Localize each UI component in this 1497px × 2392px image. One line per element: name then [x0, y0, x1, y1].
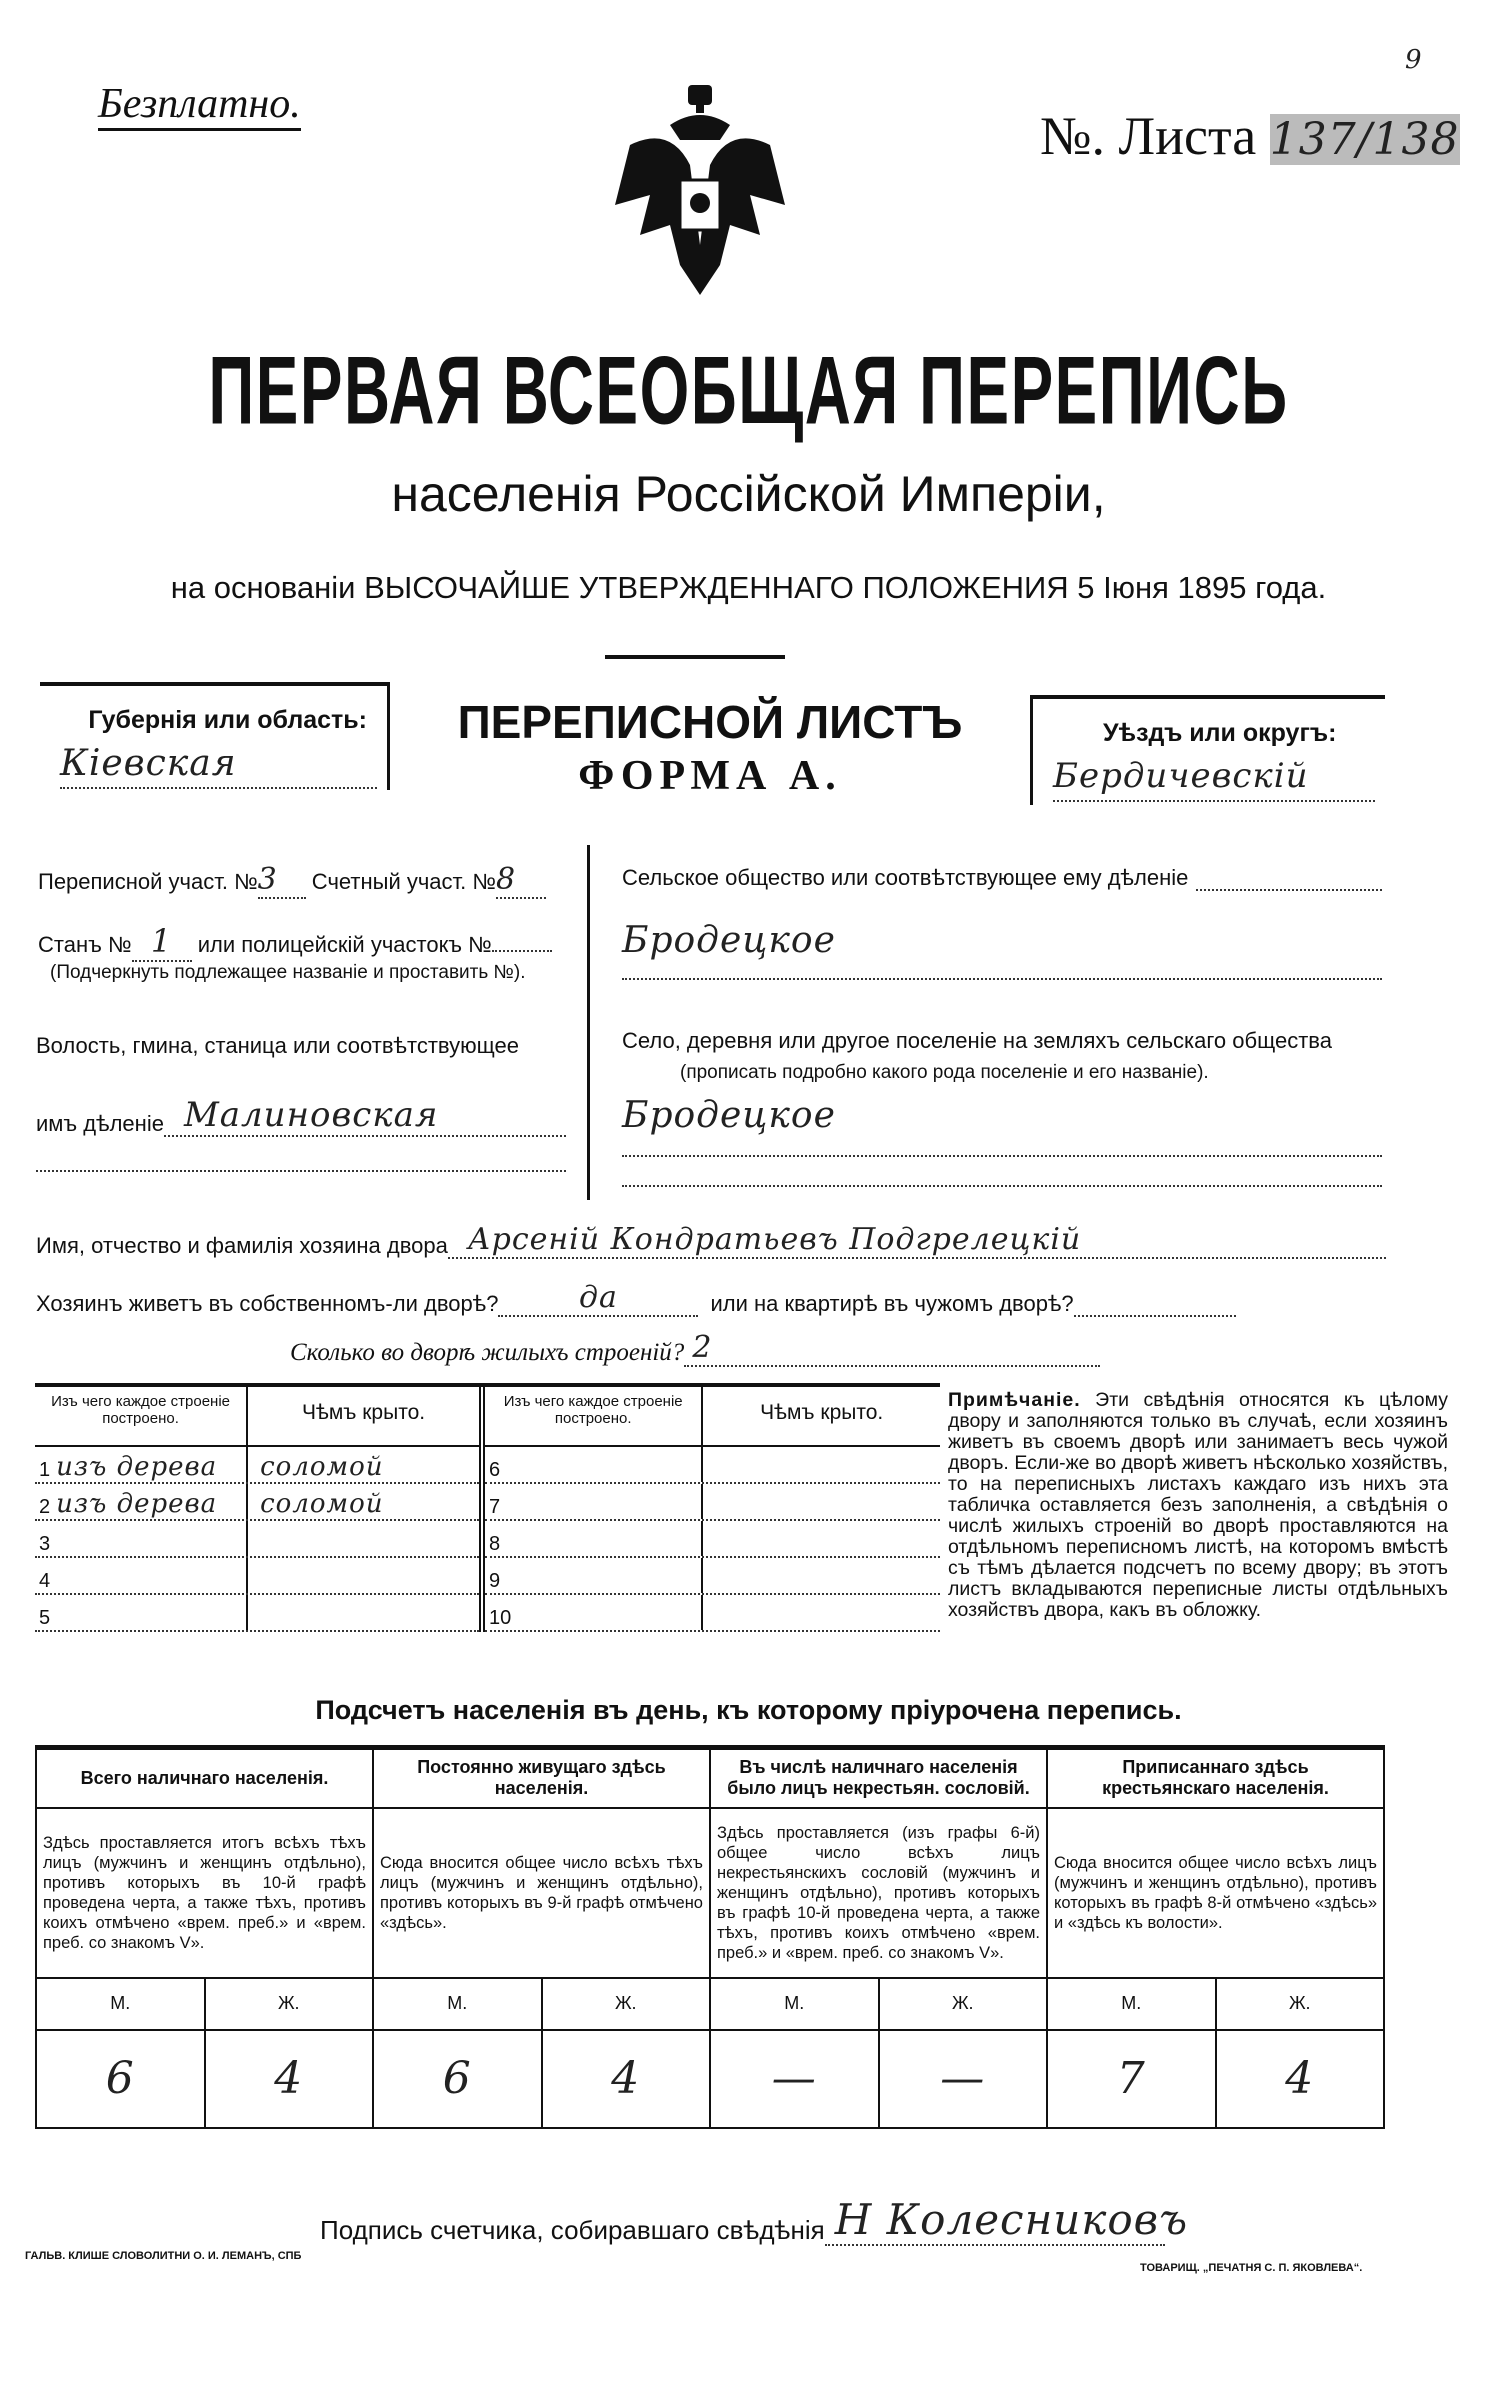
tally-col-description: Здѣсь проставляется итогъ всѣхъ тѣхъ лицъ (мужчинъ и женщинъ отдѣльно), противъ которыхъ въ 10-й графѣ проведена черта, а также тѣхъ, противъ коихъ отмѣчено «врем. преб.» и «врем. преб. со знакомъ V». [36, 1808, 373, 1978]
row-number: 1 [39, 1459, 51, 1481]
own-yard-label: Хозяинъ живетъ въ собственномъ-ли дворѣ? [36, 1291, 499, 1316]
imperial-eagle-emblem [610, 85, 790, 300]
gubernia-box [40, 682, 390, 790]
buildings-count-value: 2 [684, 1330, 1100, 1367]
female-count: — [879, 2030, 1048, 2128]
form-subtitle: ФОРМА А. [578, 753, 842, 799]
material-cell [485, 1521, 703, 1556]
village-note: (прописать подробно какого рода поселеніе и его названіе). [680, 1062, 1209, 1083]
rented-label: или на квартирѣ въ чужомъ дворѣ? [710, 1291, 1074, 1316]
row-number: 7 [489, 1496, 501, 1518]
own-yard-value: да [498, 1280, 698, 1317]
society-value: Бродецкое [622, 920, 1382, 980]
female-header: Ж. [1216, 1978, 1385, 2030]
building-row [485, 1595, 940, 1632]
gubernia-label: Губернія или область: [88, 706, 367, 734]
row-number: 5 [39, 1607, 51, 1629]
village-label: Село, деревня или другое поселеніе на земляхъ сельскаго общества [622, 1028, 1332, 1053]
main-title: ПЕРВАЯ ВСЕОБЩАЯ ПЕРЕПИСЬ [208, 336, 1289, 445]
male-count: — [710, 2030, 879, 2128]
volost-label: Волость, гмина, станица или соотвѣтствующее [36, 1033, 519, 1058]
count-district-value: 8 [496, 862, 546, 899]
male-count: 6 [373, 2030, 542, 2128]
stan-label: Станъ № [38, 932, 132, 957]
uezd-value: Бердичевскій [1053, 756, 1375, 802]
row-number: 9 [489, 1570, 501, 1592]
tally-col-description: Здѣсь проставляется (изъ графы 6-й) общее число всѣхъ лицъ некрестьянскихъ сословій (мужчинъ и женщинъ отдѣльно), противъ которыхъ въ графѣ 10-й проведена черта, а также тѣхъ, противъ коихъ отмѣчено «врем. преб.» и «врем. преб. со знакомъ V». [710, 1808, 1047, 1978]
female-header: Ж. [205, 1978, 374, 2030]
tally-col-header: Въ числѣ наличнаго населенія было лицъ некрестьян. сословій. [710, 1748, 1047, 1808]
stan-note: (Подчеркнуть подлежащее названіе и проставить №). [50, 962, 526, 983]
building-row [485, 1521, 940, 1558]
material-value: изъ дерева [56, 1489, 218, 1519]
row-number: 3 [39, 1533, 51, 1555]
note-title: Примѣчаніе. [948, 1389, 1081, 1411]
note-text: Эти свѣдѣнія относятся къ цѣлому двору и заполняются только въ случаѣ, если хозяинъ живетъ въ своемъ дворѣ или занимаетъ весь чужой дворъ. Если-же во дворѣ живетъ нѣсколько хозяйствъ, то на переписныхъ листахъ каждаго изъ нихъ эта табличка оставляется безъ заполненія, а свѣдѣнія о числѣ жилыхъ строеній во дворѣ проставляются на отдѣльномъ переписномъ листѣ, на которомъ вмѣстѣ съ тѣмъ дѣлается подсчетъ по всему двору; въ этотъ листъ вкладываются переписные листы отдѣльныхъ хозяйствъ двора, какъ въ обложку. [948, 1389, 1448, 1621]
census-district-value: 3 [258, 862, 306, 899]
female-header: Ж. [879, 1978, 1048, 2030]
signature-field [320, 2195, 1189, 2246]
uezd-label: Уѣздъ или округъ: [1103, 719, 1337, 747]
stan-value: 1 [132, 922, 192, 962]
census-district-field [38, 862, 546, 899]
counter-signature: Н Колесниковъ [825, 2195, 1165, 2246]
material-cell [35, 1558, 248, 1593]
form-title: ПЕРЕПИСНОЙ ЛИСТЪ [457, 696, 963, 748]
row-number: 4 [39, 1570, 51, 1592]
volost-field [36, 1095, 566, 1137]
male-header: М. [710, 1978, 879, 2030]
male-header: М. [36, 1978, 205, 2030]
gubernia-value: Кіевская [60, 743, 377, 789]
material-cell [35, 1447, 248, 1482]
census-district-label: Переписной участ. № [38, 869, 258, 894]
own-yard-field [36, 1280, 1236, 1317]
tally-col-description: Сюда вносится общее число всѣхъ тѣхъ лицъ (мужчинъ и женщинъ отдѣльно), противъ которыхъ въ 9-й графѣ отмѣчено «здѣсь». [373, 1808, 710, 1978]
printer-right: ТОВАРИЩ. „ПЕЧАТНЯ С. П. ЯКОВЛЕВА“. [1140, 2262, 1363, 2274]
tally-col-header: Всего наличнаго населенія. [36, 1748, 373, 1808]
signature-label: Подпись счетчика, собиравшаго свѣдѣнія [320, 2215, 825, 2245]
roof-value: соломой [260, 1489, 384, 1519]
building-row [485, 1484, 940, 1521]
material-value: изъ дерева [56, 1452, 218, 1482]
female-count: 4 [542, 2030, 711, 2128]
tally-col-header: Приписаннаго здѣсь крестьянскаго населенія. [1047, 1748, 1384, 1808]
material-cell [485, 1558, 703, 1593]
society-field [622, 865, 1382, 891]
blank-line [622, 1185, 1382, 1187]
free-label: Безплатно. [98, 80, 301, 131]
building-row [35, 1521, 479, 1558]
building-row [35, 1558, 479, 1595]
buildings-right [485, 1387, 940, 1632]
buildings-note [948, 1390, 1448, 1621]
owner-field [36, 1222, 1386, 1259]
building-row [485, 1558, 940, 1595]
buildings-count-label: Сколько во дворѣ жилыхъ строеній? [290, 1339, 685, 1366]
owner-value: Арсеній Кондратьевъ Подгрелецкій [448, 1222, 1386, 1259]
male-header: М. [1047, 1978, 1216, 2030]
stan-field [38, 922, 552, 962]
col-material-header: Изъ чего каждое строеніе построено. [485, 1387, 703, 1445]
tally-col-header: Постоянно живущаго здѣсь населенія. [373, 1748, 710, 1808]
female-count: 4 [1216, 2030, 1385, 2128]
buildings-count-field [290, 1330, 1100, 1367]
roof-value: соломой [260, 1452, 384, 1482]
buildings-table [35, 1383, 940, 1632]
male-count: 6 [36, 2030, 205, 2128]
sheet-label: №. Листа [1040, 106, 1257, 166]
col-roof-header: Чѣмъ крыто. [301, 1401, 426, 1424]
tally-table [35, 1745, 1385, 2129]
sheet-number-field [1040, 105, 1460, 167]
police-label: или полицейскій участокъ № [197, 932, 492, 957]
sheet-number-value: 137/138 [1269, 114, 1460, 165]
ornament-divider [605, 655, 785, 659]
row-number: 6 [489, 1459, 501, 1481]
count-district-label: Счетный участ. № [311, 869, 497, 894]
material-cell [485, 1595, 703, 1630]
material-cell [35, 1521, 248, 1556]
subtitle: населенія Россійской Имперіи, [391, 466, 1106, 522]
building-row [35, 1484, 479, 1521]
building-row [35, 1447, 479, 1484]
owner-label: Имя, отчество и фамилія хозяина двора [36, 1233, 448, 1258]
material-cell [35, 1595, 248, 1630]
male-count: 7 [1047, 2030, 1216, 2128]
section-divider [587, 845, 590, 1200]
uezd-box [1030, 695, 1385, 805]
material-cell [485, 1484, 703, 1519]
female-count: 4 [205, 2030, 374, 2128]
tally-col-description: Сюда вносится общее число всѣхъ лицъ (мужчинъ и женщинъ отдѣльно), противъ которыхъ въ графѣ 8-й отмѣчено «здѣсь» и «здѣсь къ волости». [1047, 1808, 1384, 1978]
tally-title: Подсчетъ населенія въ день, къ которому пріурочена перепись. [315, 1695, 1182, 1725]
row-number: 10 [489, 1607, 512, 1629]
building-row [485, 1447, 940, 1484]
legal-basis: на основаніи ВЫСОЧАЙШЕ УТВЕРЖДЕННАГО ПОЛОЖЕНИЯ 5 Іюня 1895 года. [170, 570, 1327, 605]
material-cell [35, 1484, 248, 1519]
volost-value: Малиновская [164, 1095, 566, 1137]
row-number: 2 [39, 1496, 51, 1518]
material-cell [485, 1447, 703, 1482]
society-label: Сельское общество или соотвѣтствующее ему дѣленіе [622, 865, 1189, 890]
male-header: М. [373, 1978, 542, 2030]
corner-mark: 9 [1405, 45, 1423, 75]
building-row [35, 1595, 479, 1632]
buildings-header [35, 1387, 479, 1447]
buildings-header [485, 1387, 940, 1447]
row-number: 8 [489, 1533, 501, 1555]
col-roof-header: Чѣмъ крыто. [760, 1401, 884, 1424]
printer-left: ГАЛЬВ. КЛИШЕ СЛОВОЛИТНИ О. И. ЛЕМАНЪ, СПБ [25, 2250, 302, 2262]
buildings-left [35, 1387, 485, 1632]
village-value: Бродецкое [622, 1095, 1382, 1157]
female-header: Ж. [542, 1978, 711, 2030]
volost-label-2: имъ дѣленіе [36, 1111, 164, 1136]
blank-line [36, 1170, 566, 1172]
col-material-header: Изъ чего каждое строеніе построено. [35, 1387, 248, 1445]
